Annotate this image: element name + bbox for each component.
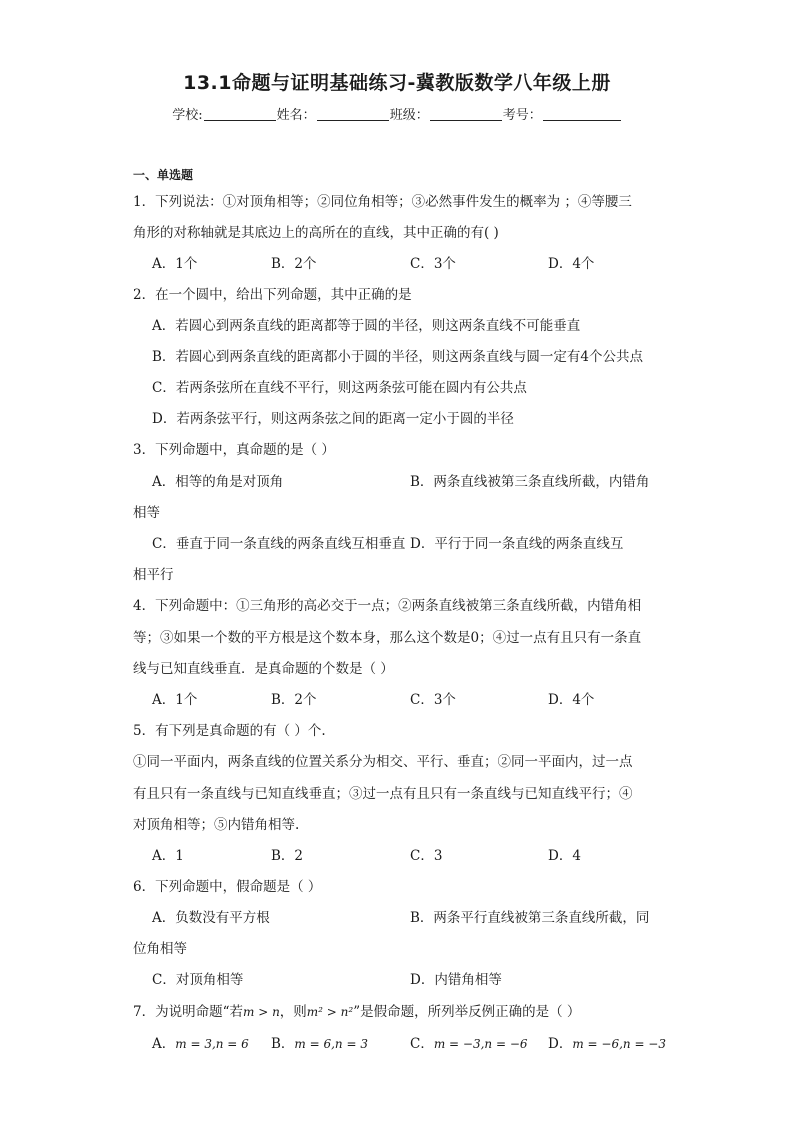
q7-option-c-label: C． xyxy=(410,1036,434,1052)
q4-option-c: C．3个 xyxy=(410,692,456,708)
q7-conclusion: m² > n² xyxy=(306,1005,354,1019)
q7-condition: m > n xyxy=(243,1005,280,1019)
q3-option-c: C．垂直于同一条直线的两条直线互相垂直 xyxy=(152,536,406,552)
q5-option-b: B．2 xyxy=(271,848,304,864)
q7-option-d-value: m = −6,n = −3 xyxy=(572,1037,666,1051)
q3-option-a: A．相等的角是对顶角 xyxy=(152,474,284,490)
q1-option-b: B．2个 xyxy=(271,256,317,272)
school-blank xyxy=(204,107,276,121)
q5-option-d: D．4 xyxy=(548,848,581,864)
exam-label: 考号： xyxy=(502,108,542,123)
q2-option-b: B．若圆心到两条直线的距离都小于圆的半径，则这两条直线与圆一定有4个公共点 xyxy=(152,349,644,365)
q5-option-a: A．1 xyxy=(152,848,184,864)
q2-stem: 2．在一个圆中，给出下列命题，其中正确的是 xyxy=(133,287,412,303)
q7-option-a-value: m = 3,n = 6 xyxy=(175,1037,249,1051)
q5-line-1: ①同一平面内，两条直线的位置关系分为相交、平行、垂直；②同一平面内，过一点 xyxy=(133,754,633,770)
q5-line-3: 对顶角相等；⑤内错角相等. xyxy=(133,817,300,833)
q7-stem-post: ”是假命题，所列举反例正确的是（ ） xyxy=(353,1004,581,1020)
q7-option-d xyxy=(548,1036,666,1052)
q6-option-d: D．内错角相等 xyxy=(410,972,502,988)
q1-line-2: 角形的对称轴就是其底边上的高所在的直线，其中正确的有( ) xyxy=(133,225,499,241)
name-blank xyxy=(317,107,389,121)
q7-stem-pre: 7．为说明命题“若 xyxy=(133,1004,243,1020)
q4-option-a: A．1个 xyxy=(152,692,198,708)
q1-option-d: D．4个 xyxy=(548,256,595,272)
q4-line-2: 等；③如果一个数的平方根是这个数本身，那么这个数是0；④过一点有且只有一条直 xyxy=(133,630,642,646)
q7-option-b-label: B． xyxy=(271,1036,295,1052)
q5-option-c: C．3 xyxy=(410,848,443,864)
q4-line-1: 4．下列命题中：①三角形的高必交于一点；②两条直线被第三条直线所截，内错角相 xyxy=(133,598,642,614)
q3-option-b: B．两条直线被第三条直线所截，内错角 xyxy=(410,474,650,490)
exam-number-blank xyxy=(543,107,621,121)
q7-option-b-value: m = 6,n = 3 xyxy=(294,1037,368,1051)
q4-line-3: 线与已知直线垂直．是真命题的个数是（ ） xyxy=(133,661,394,677)
q1-option-c: C．3个 xyxy=(410,256,456,272)
q1-line-1: 1．下列说法：①对顶角相等；②同位角相等；③必然事件发生的概率为 ；④等腰三 xyxy=(133,194,632,210)
q7-option-a xyxy=(152,1036,249,1052)
class-blank xyxy=(430,107,502,121)
q7-option-c-value: m = −3,n = −6 xyxy=(433,1037,528,1051)
name-label: 姓名： xyxy=(276,108,316,123)
q7-option-b xyxy=(271,1036,368,1052)
q6-stem: 6．下列命题中，假命题是（ ） xyxy=(133,879,322,895)
q7-option-c xyxy=(410,1036,528,1052)
q4-option-d: D．4个 xyxy=(548,692,595,708)
class-label: 班级： xyxy=(389,108,429,123)
q2-option-c: C．若两条弦所在直线不平行，则这两条弦可能在圆内有公共点 xyxy=(152,380,527,396)
q2-option-a: A．若圆心到两条直线的距离都等于圆的半径，则这两条直线不可能垂直 xyxy=(152,318,581,334)
q5-stem: 5．有下列是真命题的有（ ）个. xyxy=(133,723,326,739)
q7-option-a-label: A． xyxy=(152,1036,176,1052)
q4-option-b: B．2个 xyxy=(271,692,317,708)
student-info-row xyxy=(0,104,794,123)
q7-stem xyxy=(133,1004,580,1020)
q6-option-c: C．对顶角相等 xyxy=(152,972,244,988)
q3-option-b-cont: 相等 xyxy=(133,505,160,521)
q3-stem: 3．下列命题中，真命题的是（ ） xyxy=(133,442,335,458)
page-title: 13.1命题与证明基础练习-冀教版数学八年级上册 xyxy=(183,72,611,94)
q5-line-2: 有且只有一条直线与已知直线垂直；③过一点有且只有一条直线与已知直线平行；④ xyxy=(133,786,633,802)
q1-option-a: A．1个 xyxy=(152,256,198,272)
q3-option-d-cont: 相平行 xyxy=(133,567,174,583)
school-label: 学校: xyxy=(172,108,203,123)
q7-stem-mid: ，则 xyxy=(279,1004,307,1020)
section-heading: 一、单选题 xyxy=(133,168,194,182)
q6-option-b: B．两条平行直线被第三条直线所截，同 xyxy=(410,910,650,926)
q6-option-a: A．负数没有平方根 xyxy=(152,910,270,926)
q3-option-d: D．平行于同一条直线的两条直线互 xyxy=(410,536,624,552)
q6-option-b-cont: 位角相等 xyxy=(133,941,187,957)
q2-option-d: D．若两条弦平行，则这两条弦之间的距离一定小于圆的半径 xyxy=(152,411,514,427)
q7-option-d-label: D． xyxy=(548,1036,573,1052)
